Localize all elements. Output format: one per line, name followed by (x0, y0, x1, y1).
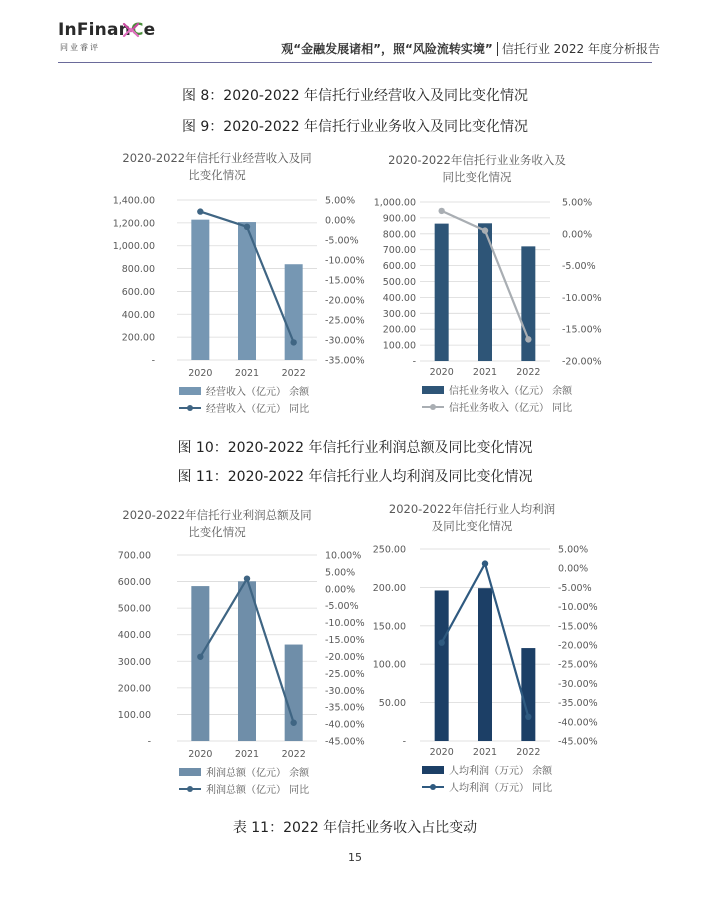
right-axis-tick-label: -30.00% (325, 685, 365, 697)
right-axis-tick-label: -20.00% (325, 651, 365, 663)
left-axis-tick-label: 800.00 (382, 229, 416, 241)
left-axis-tick-label: 500.00 (117, 603, 151, 615)
legend-line-label: 人均利润（万元） 同比 (449, 783, 553, 794)
left-axis-tick-label: 300.00 (117, 656, 151, 668)
left-axis-tick-label: 800.00 (121, 264, 155, 276)
chart-title-line: 同比变化情况 (442, 170, 512, 184)
right-axis-tick-label: -15.00% (562, 324, 602, 336)
x-axis-tick-label: 2020 (429, 747, 454, 758)
right-axis-tick-label: -25.00% (325, 668, 365, 680)
x-axis-tick-label: 2021 (234, 368, 260, 379)
x-axis-tick-label: 2022 (281, 749, 306, 760)
x-axis-tick-label: 2020 (188, 368, 213, 379)
right-axis-tick-label: -40.00% (558, 717, 598, 729)
left-axis-tick-label: 150.00 (372, 621, 406, 633)
x-axis-tick-label: 2022 (516, 747, 541, 758)
legend-line-marker (430, 784, 436, 790)
left-axis-tick-label: 600.00 (382, 261, 416, 273)
left-axis-tick-label: 1,000.00 (112, 241, 155, 253)
right-axis-tick-label: -15.00% (325, 275, 365, 287)
left-axis-tick-label: 100.00 (382, 340, 416, 352)
left-axis-tick-label: 700.00 (117, 550, 151, 562)
legend-line-label: 信托业务收入（亿元） 同比 (449, 403, 573, 414)
chart-total-profit (95, 500, 385, 805)
left-axis-tick-label: 500.00 (382, 277, 416, 288)
yoy-point-2022 (290, 720, 296, 726)
chart-trust-business-income-svg (362, 150, 632, 433)
right-axis-tick-label: 0.00% (562, 229, 593, 241)
figure-9-caption: 图 9：2020-2022 年信托行业业务收入及同比变化情况 (181, 119, 529, 135)
right-axis-tick-label: -35.00% (325, 355, 365, 367)
header-slogan: 观“金融发展诸相”，照“风险流转实境” (281, 42, 493, 56)
legend-bar-label: 人均利润（万元） 余额 (449, 766, 553, 777)
bar-2021 (478, 588, 492, 741)
right-axis-tick-label: -35.00% (325, 702, 365, 714)
right-axis-tick-label: -5.00% (562, 261, 596, 273)
bar-2022 (521, 246, 535, 361)
left-axis-tick-label: 300.00 (382, 308, 416, 320)
left-axis-tick-label: - (402, 736, 406, 748)
chart-title-line: 比变化情况 (188, 168, 246, 182)
table-11-caption: 表 11：2022 年信托业务收入占比变动 (232, 820, 478, 836)
right-axis-tick-label: -40.00% (325, 719, 365, 731)
bar-2020 (435, 224, 449, 361)
right-axis-tick-label: -20.00% (325, 295, 365, 307)
right-axis-tick-label: -45.00% (558, 736, 598, 748)
x-axis-tick-label: 2021 (472, 747, 498, 758)
left-axis-tick-label: 200.00 (382, 324, 416, 336)
right-axis-tick-label: -35.00% (558, 698, 598, 710)
left-axis-tick-label: - (412, 356, 416, 368)
left-axis-tick-label: 200.00 (372, 582, 406, 594)
left-axis-tick-label: 600.00 (121, 286, 155, 298)
yoy-point-2022 (290, 339, 296, 345)
left-axis-tick-label: - (151, 355, 155, 367)
x-axis-tick-label: 2020 (188, 749, 213, 760)
yoy-point-2020 (438, 208, 444, 214)
legend-bar-label: 经营收入（亿元） 余额 (206, 387, 310, 398)
page-number: 15 (348, 851, 362, 864)
left-axis-tick-label: 1,200.00 (112, 218, 155, 230)
left-axis-tick-label: 900.00 (382, 213, 416, 225)
right-axis-tick-label: 5.00% (562, 197, 593, 209)
legend-line-marker (430, 404, 436, 410)
legend-line-marker (187, 786, 193, 792)
left-axis-tick-label: - (147, 736, 151, 748)
left-axis-tick-label: 400.00 (382, 292, 416, 304)
legend-bar-label: 利润总额（亿元） 余额 (206, 768, 310, 779)
yoy-point-2020 (438, 639, 444, 645)
bar-2022 (285, 645, 303, 741)
yoy-point-2021 (482, 560, 488, 566)
right-axis-tick-label: -45.00% (325, 736, 365, 748)
right-axis-tick-label: 5.00% (558, 544, 589, 556)
bar-2020 (191, 220, 209, 360)
report-title: 信托行业 2022 年度分析报告 (501, 42, 660, 56)
infinance-logo (58, 20, 156, 56)
right-axis-tick-label: 0.00% (558, 563, 589, 575)
right-axis-tick-label: -30.00% (558, 678, 598, 690)
logo-e: e (143, 20, 156, 40)
header-rule (58, 62, 652, 63)
bar-2022 (285, 264, 303, 360)
chart-title-line: 及同比变化情况 (431, 519, 513, 533)
yoy-point-2022 (525, 714, 531, 720)
right-axis-tick-label: -15.00% (558, 621, 598, 633)
right-axis-tick-label: -10.00% (325, 255, 365, 267)
yoy-point-2022 (525, 336, 531, 342)
right-axis-tick-label: -10.00% (562, 292, 602, 304)
right-axis-tick-label: 10.00% (325, 550, 362, 562)
left-axis-tick-label: 400.00 (121, 309, 155, 321)
page-header (0, 0, 710, 64)
legend-line-label: 利润总额（亿元） 同比 (206, 785, 310, 796)
legend-bar-swatch (422, 766, 444, 774)
bar-2020 (435, 590, 449, 741)
logo-c: C (130, 20, 144, 40)
chart-title-line: 2020-2022年信托行业人均利润 (388, 502, 556, 516)
chart-title-line: 比变化情况 (188, 525, 246, 539)
logo-in: In (58, 20, 77, 40)
x-axis-tick-label: 2020 (429, 367, 454, 378)
logo-subtitle: 同业睿评 (60, 43, 100, 52)
left-axis-tick-label: 1,000.00 (373, 197, 416, 209)
header-divider (497, 42, 498, 56)
figure-10-caption: 图 10：2020-2022 年信托行业利润总额及同比变化情况 (177, 440, 533, 456)
legend-bar-swatch (179, 387, 201, 395)
chart-total-profit-svg (95, 500, 385, 805)
right-axis-tick-label: -25.00% (558, 659, 598, 671)
right-axis-tick-label: -5.00% (325, 235, 359, 247)
figure-11-caption: 图 11：2020-2022 年信托行业人均利润及同比变化情况 (177, 469, 533, 485)
legend-line-label: 经营收入（亿元） 同比 (206, 404, 310, 415)
left-axis-tick-label: 200.00 (121, 332, 155, 344)
right-axis-tick-label: -30.00% (325, 335, 365, 347)
chart-title-line: 2020-2022年信托行业业务收入及 (388, 153, 566, 167)
left-axis-tick-label: 400.00 (117, 630, 151, 642)
bar-2022 (521, 648, 535, 741)
logo-finance: Finan (76, 20, 131, 40)
chart-title-line: 2020-2022年信托行业利润总额及同 (122, 508, 312, 522)
x-axis-tick-label: 2021 (472, 367, 498, 378)
left-axis-tick-label: 50.00 (378, 698, 406, 710)
chart-title-line: 2020-2022年信托行业经营收入及同 (122, 151, 312, 165)
left-axis-tick-label: 600.00 (117, 577, 151, 589)
right-axis-tick-label: 5.00% (325, 195, 356, 207)
chart-operating-income-svg (95, 148, 385, 433)
figure-8-caption: 图 8：2020-2022 年信托行业经营收入及同比变化情况 (181, 88, 529, 104)
bar-2021 (238, 581, 256, 741)
x-axis-tick-label: 2021 (234, 749, 260, 760)
left-axis-tick-label: 700.00 (382, 245, 416, 257)
chart-profit-per-capita (362, 498, 632, 805)
legend-bar-label: 信托业务收入（亿元） 余额 (449, 386, 573, 397)
bar-2020 (191, 586, 209, 741)
right-axis-tick-label: -20.00% (562, 356, 602, 368)
right-axis-tick-label: 0.00% (325, 215, 356, 227)
legend-bar-swatch (179, 768, 201, 776)
right-axis-tick-label: -10.00% (325, 618, 365, 630)
right-axis-tick-label: 0.00% (325, 584, 356, 596)
left-axis-tick-label: 100.00 (372, 659, 406, 671)
yoy-point-2021 (244, 575, 250, 581)
legend-bar-swatch (422, 386, 444, 394)
legend-line-marker (187, 405, 193, 411)
right-axis-tick-label: -5.00% (558, 582, 592, 594)
right-axis-tick-label: -20.00% (558, 640, 598, 652)
x-axis-tick-label: 2022 (516, 367, 541, 378)
right-axis-tick-label: -5.00% (325, 601, 359, 613)
left-axis-tick-label: 1,400.00 (112, 195, 155, 207)
left-axis-tick-label: 250.00 (372, 544, 406, 556)
yoy-point-2020 (197, 654, 203, 660)
right-axis-tick-label: -25.00% (325, 315, 365, 327)
left-axis-tick-label: 200.00 (117, 683, 151, 695)
chart-profit-per-capita-svg (362, 498, 632, 805)
yoy-point-2021 (482, 227, 488, 233)
x-axis-tick-label: 2022 (281, 368, 306, 379)
yoy-point-2021 (244, 224, 250, 230)
header-report-title (281, 40, 660, 57)
right-axis-tick-label: 5.00% (325, 567, 356, 579)
logo-swirl-icon (121, 20, 141, 40)
left-axis-tick-label: 100.00 (117, 709, 151, 721)
chart-operating-income (95, 148, 385, 433)
right-axis-tick-label: -10.00% (558, 602, 598, 614)
yoy-point-2020 (197, 208, 203, 214)
right-axis-tick-label: -15.00% (325, 635, 365, 647)
chart-trust-business-income (362, 150, 632, 433)
